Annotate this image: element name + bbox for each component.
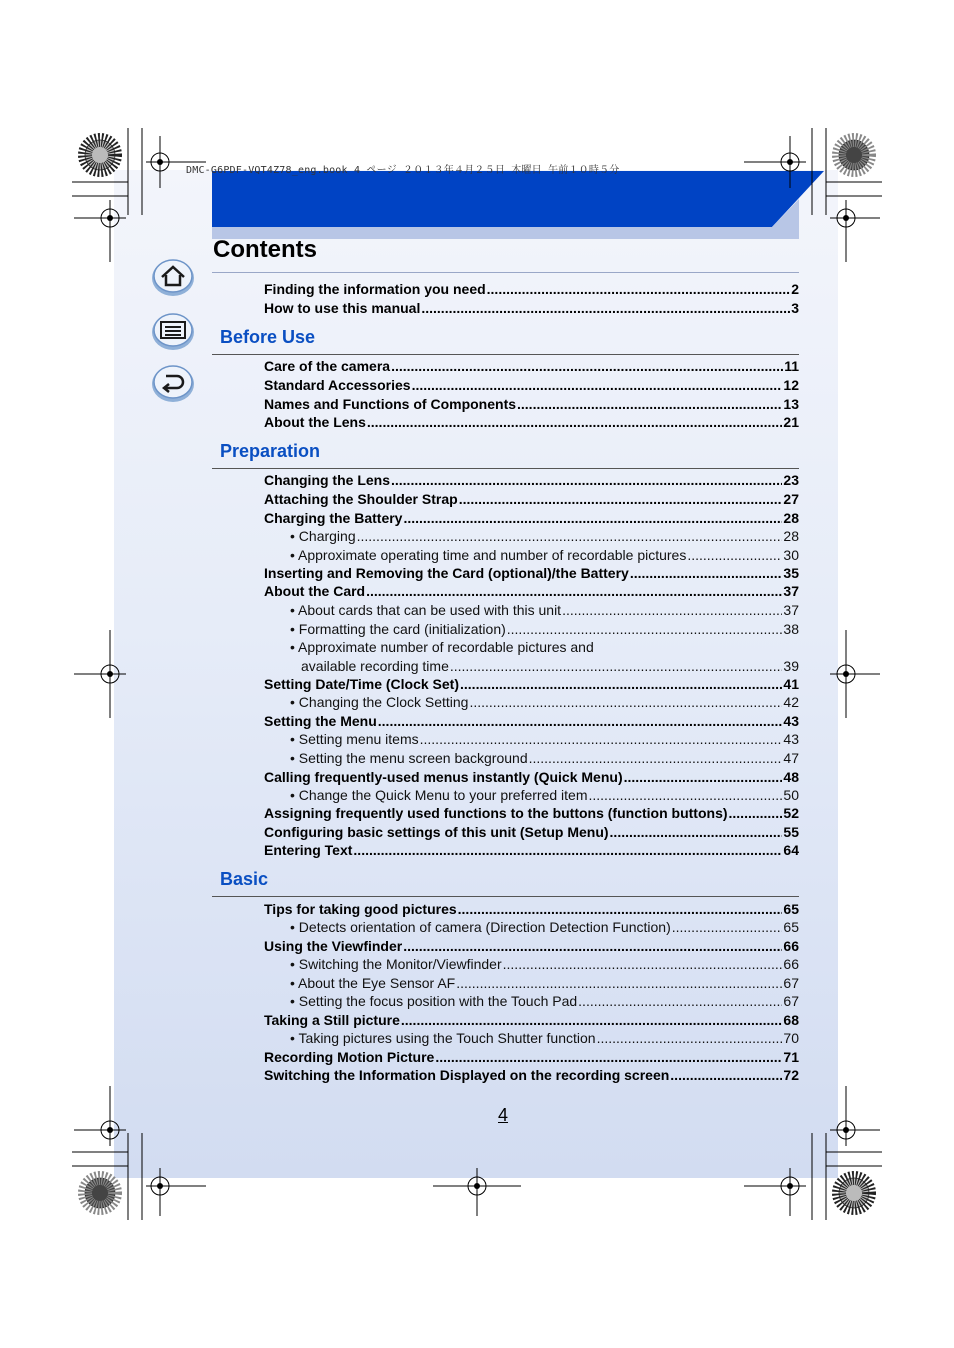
toc-page-number: 55 xyxy=(783,824,799,840)
home-button[interactable] xyxy=(151,257,195,297)
toc-page-number: 39 xyxy=(783,658,799,674)
toc-page-number: 70 xyxy=(783,1030,799,1046)
toc-label: Switching the Information Displayed on the recording screen xyxy=(264,1067,670,1083)
toc-page-number: 71 xyxy=(783,1049,799,1065)
section-heading-basic[interactable]: Basic xyxy=(220,869,269,889)
dot-leader xyxy=(687,547,782,563)
toc-label: Inserting and Removing the Card (optional)/the Battery xyxy=(264,565,629,581)
toc-page-number: 11 xyxy=(784,358,799,374)
toc-entry[interactable] xyxy=(264,901,799,919)
toc-label: • Changing the Clock Setting xyxy=(290,694,469,710)
toc-page-number: 67 xyxy=(783,975,799,991)
title-divider xyxy=(212,272,799,273)
toc-subentry[interactable] xyxy=(290,956,799,974)
toc-page-number: 66 xyxy=(783,938,799,954)
dot-leader xyxy=(670,1067,782,1083)
dot-leader xyxy=(421,300,790,316)
toc-entry[interactable] xyxy=(264,676,799,694)
toc-page-number: 52 xyxy=(783,805,799,821)
toc-page-number: 13 xyxy=(783,396,799,412)
toc-entry[interactable] xyxy=(264,713,799,731)
toc-label: • Setting the menu screen background xyxy=(290,750,528,766)
dot-leader xyxy=(469,694,782,710)
dot-leader xyxy=(458,901,783,917)
toc-entry[interactable] xyxy=(264,769,799,787)
toc-entry[interactable] xyxy=(264,396,799,414)
toc-label: • Formatting the card (initialization) xyxy=(290,621,506,637)
print-header: DMC-G6PDF-VQT4Z78_eng.book 4 ページ ２０１３年４月２５日 木曜日 午前１０時５分 xyxy=(186,165,620,176)
toc-label: • Charging xyxy=(290,528,356,544)
page-title: Contents xyxy=(213,236,317,263)
dot-leader xyxy=(610,824,783,840)
toc-page-number: 37 xyxy=(783,602,799,618)
dot-leader xyxy=(420,731,783,747)
toc-subentry[interactable] xyxy=(290,547,799,565)
toc-entry[interactable] xyxy=(264,377,799,395)
toc-page-number: 21 xyxy=(783,414,799,430)
toc-entry[interactable] xyxy=(264,414,799,432)
dot-leader xyxy=(357,528,783,544)
toc-page-number: 68 xyxy=(783,1012,799,1028)
dot-leader xyxy=(597,1030,783,1046)
dot-leader xyxy=(403,510,782,526)
dot-leader xyxy=(589,787,783,803)
dot-leader xyxy=(366,583,782,599)
toc-label: Tips for taking good pictures xyxy=(264,901,457,917)
toc-label: Setting the Menu xyxy=(264,713,377,729)
toc-page-number: 50 xyxy=(783,787,799,803)
toc-label: Attaching the Shoulder Strap xyxy=(264,491,458,507)
toc-label: Assigning frequently used functions to the buttons (function buttons) xyxy=(264,805,728,821)
toc-page-number: 12 xyxy=(783,377,799,393)
toc-subentry[interactable] xyxy=(290,621,799,639)
toc-label: Entering Text xyxy=(264,842,353,858)
dot-leader xyxy=(412,377,783,393)
menu-button[interactable] xyxy=(151,311,195,351)
toc-entry[interactable] xyxy=(264,1012,799,1030)
dot-leader xyxy=(517,396,782,412)
toc-page-number: 72 xyxy=(783,1067,799,1083)
toc-label: Setting Date/Time (Clock Set) xyxy=(264,676,460,692)
toc-label: How to use this manual xyxy=(264,300,421,316)
toc-entry[interactable] xyxy=(264,583,799,601)
dot-leader xyxy=(403,938,782,954)
toc-label: Standard Accessories xyxy=(264,377,411,393)
dot-leader xyxy=(401,1012,783,1028)
toc-label: Configuring basic settings of this unit (Setup Menu) xyxy=(264,824,609,840)
toc-page-number: 47 xyxy=(783,750,799,766)
section-divider xyxy=(212,354,799,355)
toc-subentry[interactable] xyxy=(290,639,799,657)
section-divider xyxy=(212,468,799,469)
toc-entry[interactable] xyxy=(264,472,799,490)
toc-page-number: 42 xyxy=(783,694,799,710)
toc-entry[interactable] xyxy=(264,565,799,583)
toc-entry[interactable] xyxy=(264,938,799,956)
toc-entry[interactable] xyxy=(264,842,799,860)
toc-subentry-continued[interactable] xyxy=(301,658,799,676)
dot-leader xyxy=(378,713,783,729)
toc-page-number: 28 xyxy=(783,528,799,544)
toc-page-number: 2 xyxy=(791,281,799,297)
toc-page-number: 28 xyxy=(783,510,799,526)
dot-leader xyxy=(450,658,783,674)
toc-label: Calling frequently-used menus instantly (Quick Menu) xyxy=(264,769,623,785)
toc-label: • Switching the Monitor/Viewfinder xyxy=(290,956,502,972)
toc-page-number: 66 xyxy=(783,956,799,972)
toc-subentry[interactable] xyxy=(290,750,799,768)
dot-leader xyxy=(624,769,783,785)
toc-entry[interactable] xyxy=(264,510,799,528)
toc-label: • Approximate operating time and number of recordable pictures xyxy=(290,547,687,563)
toc-page-number: 37 xyxy=(783,583,799,599)
toc-label: About the Card xyxy=(264,583,366,599)
section-divider xyxy=(212,896,799,897)
toc-page-number: 67 xyxy=(783,993,799,1009)
toc-subentry[interactable] xyxy=(290,731,799,749)
dot-leader xyxy=(460,676,782,692)
dot-leader xyxy=(487,281,791,297)
toc-page-number: 38 xyxy=(783,621,799,637)
toc-page-number: 35 xyxy=(783,565,799,581)
toc-label: Taking a Still picture xyxy=(264,1012,400,1028)
toc-subentry[interactable] xyxy=(290,993,799,1011)
toc-label: About the Lens xyxy=(264,414,366,430)
dot-leader xyxy=(630,565,783,581)
toc-subentry[interactable] xyxy=(290,694,799,712)
toc-subentry[interactable] xyxy=(290,787,799,805)
toc-subentry[interactable] xyxy=(290,919,799,937)
toc-page-number: 41 xyxy=(783,676,799,692)
toc-label: • About cards that can be used with this unit xyxy=(290,602,562,618)
toc-label: Using the Viewfinder xyxy=(264,938,403,954)
toc-page-number: 43 xyxy=(783,731,799,747)
toc-page-number: 64 xyxy=(783,842,799,858)
toc-subentry[interactable] xyxy=(290,602,799,620)
dot-leader xyxy=(435,1049,782,1065)
toc-subentry[interactable] xyxy=(290,975,799,993)
toc-entry[interactable] xyxy=(264,1067,799,1085)
dot-leader xyxy=(578,993,782,1009)
toc-page-number: 65 xyxy=(783,919,799,935)
toc-entry[interactable] xyxy=(264,805,799,823)
toc-entry[interactable] xyxy=(264,491,799,509)
dot-leader xyxy=(353,842,782,858)
page-number: 4 xyxy=(498,1105,509,1125)
toc-page-number: 23 xyxy=(783,472,799,488)
toc-page-number: 3 xyxy=(791,300,799,316)
dot-leader xyxy=(391,472,782,488)
toc-page-number: 27 xyxy=(783,491,799,507)
toc-subentry[interactable] xyxy=(290,1030,799,1048)
toc-label: • About the Eye Sensor AF xyxy=(290,975,456,991)
toc-label: • Setting the focus position with the Touch Pad xyxy=(290,993,578,1009)
dot-leader xyxy=(391,358,783,374)
dot-leader xyxy=(729,805,783,821)
toc-page-number: 30 xyxy=(783,547,799,563)
section-heading-preparation[interactable]: Preparation xyxy=(220,441,321,461)
toc-page-number: 65 xyxy=(783,901,799,917)
dot-leader xyxy=(672,919,783,935)
toc-page-number: 43 xyxy=(783,713,799,729)
dot-leader xyxy=(459,491,783,507)
toc-label: Finding the information you need xyxy=(264,281,486,297)
toc-entry[interactable] xyxy=(264,1049,799,1067)
toc-label: Recording Motion Picture xyxy=(264,1049,435,1065)
dot-leader xyxy=(503,956,783,972)
toc-label: Names and Functions of Components xyxy=(264,396,517,412)
toc-label: available recording time xyxy=(301,658,449,674)
toc-label: • Setting menu items xyxy=(290,731,419,747)
toc-label: • Detects orientation of camera (Direction Detection Function) xyxy=(290,919,671,935)
toc-entry[interactable] xyxy=(264,358,799,376)
toc-label: • Change the Quick Menu to your preferred item xyxy=(290,787,588,803)
toc-label: Changing the Lens xyxy=(264,472,390,488)
toc-label: Care of the camera xyxy=(264,358,391,374)
toc-label: Charging the Battery xyxy=(264,510,403,526)
toc-entry[interactable] xyxy=(264,824,799,842)
dot-leader xyxy=(507,621,783,637)
section-heading-before-use[interactable]: Before Use xyxy=(220,327,316,347)
toc-label: • Taking pictures using the Touch Shutter function xyxy=(290,1030,596,1046)
toc-label: • Approximate number of recordable pictures and xyxy=(290,639,594,655)
dot-leader xyxy=(456,975,782,991)
toc-entry[interactable] xyxy=(264,281,799,299)
dot-leader xyxy=(562,602,782,618)
back-button[interactable] xyxy=(151,363,195,403)
dot-leader xyxy=(529,750,783,766)
dot-leader xyxy=(367,414,783,430)
toc-subentry[interactable] xyxy=(290,528,799,546)
toc-entry[interactable] xyxy=(264,300,799,318)
toc-page-number: 48 xyxy=(783,769,799,785)
